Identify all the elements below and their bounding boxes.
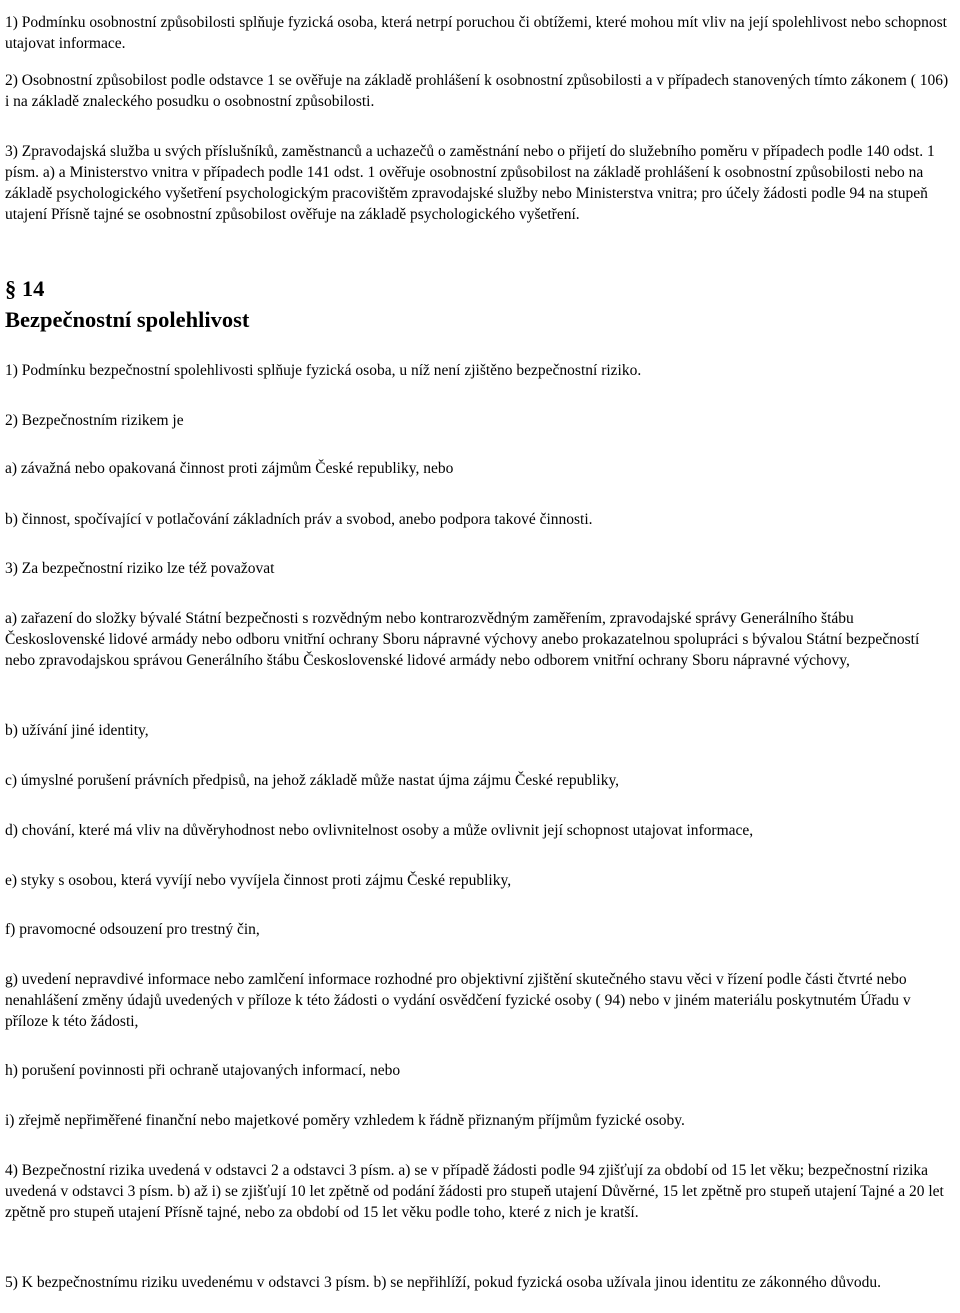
paragraph-2: 2) Bezpečnostním rizikem je	[5, 412, 184, 429]
item-3b: b) užívání jiné identity,	[5, 722, 149, 739]
section-title: Bezpečnostní spolehlivost	[5, 307, 250, 332]
item-3h: h) porušení povinnosti při ochraně utajovaných informací, nebo	[5, 1062, 401, 1079]
intro-paragraph-2: 2) Osobnostní způsobilost podle odstavce 1 se ověřuje na základě prohlášení k osobnostní způsobilosti a v případech stanovených tímto zákonem ( 106) i na základě znaleckého posudku o osobnostní způsobilosti.	[5, 72, 949, 110]
paragraph-3: 3) Za bezpečnostní riziko lze též považovat	[5, 560, 275, 577]
item-3e: e) styky s osobou, která vyvíjí nebo vyvíjela činnost proti zájmu České republiky,	[5, 872, 512, 889]
section-sign-icon: §	[5, 276, 22, 301]
item-3f: f) pravomocné odsouzení pro trestný čin,	[5, 921, 260, 938]
item-3d: d) chování, které má vliv na důvěryhodnost nebo ovlivnitelnost osoby a může ovlivnit její schopnost utajovat informace,	[5, 822, 754, 839]
item-3i: i) zřejmě nepřiměřené finanční nebo majetkové poměry vzhledem k řádně přiznaným příjmům fyzické osoby.	[5, 1112, 685, 1129]
item-3a: a) zařazení do složky bývalé Státní bezpečnosti s rozvědným nebo kontrarozvědným zaměřením, zpravodajské správy Generálního štábu Československé lidové armády nebo odboru vnitřní ochrany Sboru nápravné výchovy anebo prokazatelnou spolupráci s bývalou Státní bezpečností nebo zpravodajskou správou Generálního štábu Československé lidové armády nebo odborem vnitřní ochrany Sboru nápravné výchovy,	[5, 610, 920, 669]
paragraph-1: 1) Podmínku bezpečnostní spolehlivosti splňuje fyzická osoba, u níž není zjištěno bezpečnostní riziko.	[5, 362, 642, 379]
intro-paragraph-1: 1) Podmínku osobnostní způsobilosti splňuje fyzická osoba, která netrpí poruchou či obtížemi, které mohou mít vliv na její spolehlivost nebo schopnost utajovat informace.	[5, 14, 947, 52]
item-2a: a) závažná nebo opakovaná činnost proti zájmům České republiky, nebo	[5, 460, 454, 477]
intro-paragraph-3: 3) Zpravodajská služba u svých příslušníků, zaměstnanců a uchazečů o zaměstnání nebo o přijetí do služebního poměru v případech podle 140 odst. 1 písm. a) a Ministerstvo vnitra v případech podle 141 odst. 1 ověřuje osobnostní způsobilost na základě prohlášení k osobnostní způsobilosti nebo na základě psychologického vyšetření psychologickým pracovištěm zpravodajské služby nebo Ministerstva vnitra; pro účely žádosti podle 94 na stupeň utajení Přísně tajné se osobnostní způsobilost ověřuje na základě psychologického vyšetření.	[5, 143, 935, 223]
item-2b: b) činnost, spočívající v potlačování základních práv a svobod, anebo podpora takové činnosti.	[5, 511, 593, 528]
section-number: § 14	[5, 276, 45, 301]
paragraph-4: 4) Bezpečnostní rizika uvedená v odstavci 2 a odstavci 3 písm. a) se v případě žádosti podle 94 zjišťují za období od 15 let věku; bezpečnostní rizika uvedená v odstavci 3 písm. b) až i) se zjišťují 10 let zpětně od podání žádosti pro stupeň utajení Důvěrné, 15 let zpětně pro stupeň utajení Tajné a 20 let zpětně pro stupeň utajení Přísně tajné, nebo za období od 15 let věku podle toho, které z nich je kratší.	[5, 1162, 944, 1221]
paragraph-5: 5) K bezpečnostnímu riziku uvedenému v odstavci 3 písm. b) se nepřihlíží, pokud fyzická osoba užívala jinou identitu ze zákonného důvodu.	[5, 1274, 881, 1291]
item-3g: g) uvedení nepravdivé informace nebo zamlčení informace rozhodné pro objektivní zjištění skutečného stavu věci v řízení podle části čtvrté nebo nenahlášení změny údajů uvedených v příloze k této žádosti o vydání osvědčení fyzické osoby ( 94) nebo v jiném materiálu poskytnutém Úřadu v příloze k této žádosti,	[5, 971, 911, 1030]
item-3c: c) úmyslné porušení právních předpisů, na jehož základě může nastat újma zájmu České republiky,	[5, 772, 620, 789]
